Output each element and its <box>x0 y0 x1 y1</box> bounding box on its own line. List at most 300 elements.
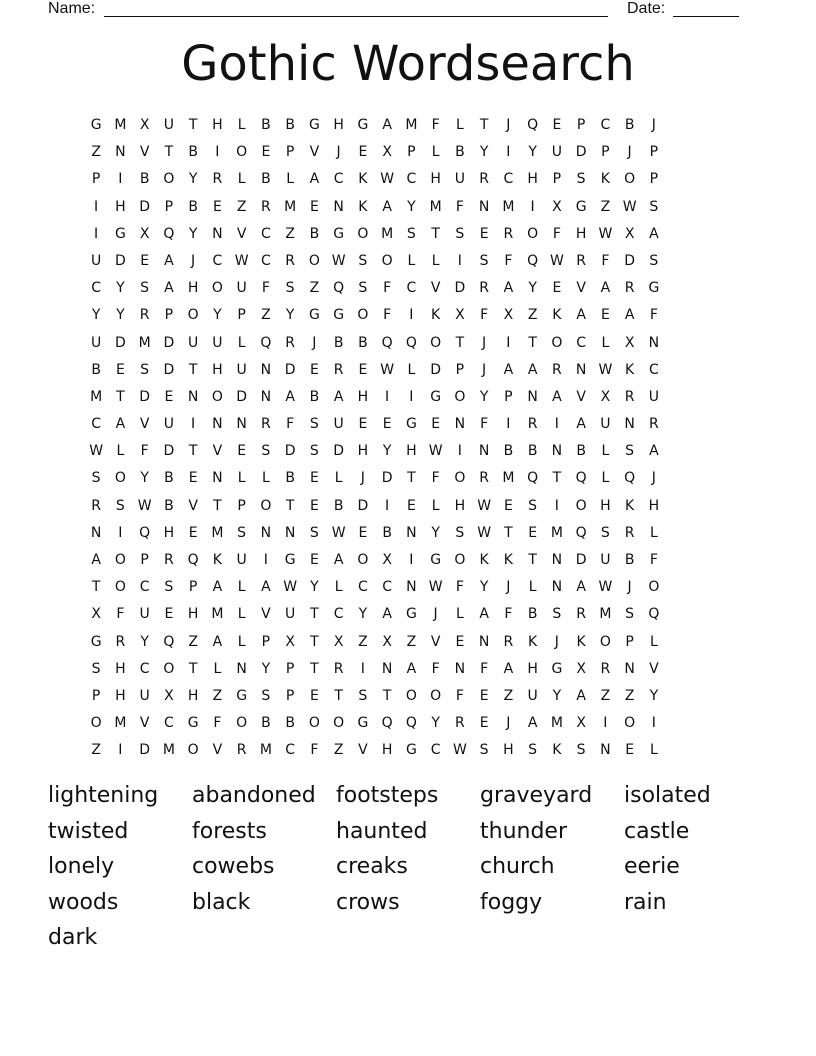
grid-letter: V <box>309 144 320 161</box>
grid-letter: A <box>576 307 586 324</box>
grid-letter: N <box>381 660 393 677</box>
grid-letter: O <box>114 552 126 568</box>
grid-letter: E <box>552 117 562 133</box>
grid-letter: I <box>94 225 99 242</box>
grid-letter: Y <box>479 144 489 161</box>
grid-letter: N <box>624 416 635 433</box>
grid-letter: Y <box>552 687 562 704</box>
grid-letter: X <box>552 198 562 215</box>
grid-letter: Q <box>405 715 417 732</box>
word-list-item: lightening <box>48 783 159 808</box>
grid-letter: G <box>90 633 102 650</box>
grid-letter: U <box>600 416 611 433</box>
grid-letter: A <box>527 715 538 732</box>
grid-letter: X <box>624 225 635 242</box>
grid-letter: E <box>358 361 368 378</box>
word-list-item: foggy <box>480 889 543 915</box>
grid-letter: G <box>405 416 417 433</box>
grid-letter: N <box>551 552 563 568</box>
grid-letter: F <box>480 660 489 677</box>
grid-letter: J <box>506 117 511 133</box>
grid-letter: L <box>649 524 658 541</box>
grid-letter: O <box>114 579 126 596</box>
grid-letter: K <box>358 198 368 215</box>
grid-letter: L <box>334 470 343 487</box>
grid-letter: P <box>285 687 295 704</box>
grid-letter: N <box>600 742 611 759</box>
grid-letter: C <box>576 334 587 351</box>
word-list-item: haunted <box>336 818 428 844</box>
grid-letter: Z <box>406 633 417 650</box>
grid-letter: S <box>406 225 416 242</box>
grid-letter: T <box>213 497 222 514</box>
grid-letter: O <box>236 715 248 732</box>
grid-letter: P <box>455 361 465 378</box>
grid-letter: S <box>576 171 586 188</box>
word-list-item: rain <box>624 889 667 915</box>
grid-letter: R <box>164 552 174 568</box>
grid-letter: K <box>576 633 586 650</box>
grid-letter: W <box>380 171 395 188</box>
grid-letter: B <box>91 361 101 378</box>
grid-letter: N <box>406 524 417 541</box>
grid-letter: L <box>286 171 295 188</box>
grid-letter: E <box>309 198 319 215</box>
grid-letter: E <box>309 552 319 568</box>
grid-letter: R <box>285 252 295 269</box>
grid-letter: C <box>406 280 417 297</box>
grid-letter: S <box>140 280 150 297</box>
grid-letter: D <box>139 388 151 405</box>
grid-letter: T <box>164 144 174 161</box>
grid-letter: G <box>551 660 563 677</box>
grid-letter: A <box>624 307 635 324</box>
grid-letter: H <box>527 171 538 188</box>
grid-row <box>84 112 666 139</box>
grid-letter: N <box>212 416 223 433</box>
grid-letter: R <box>624 280 635 297</box>
word-list-item: black <box>192 889 251 915</box>
grid-letter: E <box>406 497 416 514</box>
grid-letter: V <box>576 388 586 405</box>
grid-letter: A <box>212 579 223 596</box>
grid-letter: P <box>164 198 174 215</box>
grid-letter: S <box>358 280 368 297</box>
grid-letter: U <box>236 280 247 297</box>
grid-letter: D <box>454 280 466 297</box>
grid-letter: H <box>600 497 611 514</box>
grid-letter: C <box>139 660 150 677</box>
grid-letter: F <box>504 252 513 269</box>
grid-letter: V <box>576 280 586 297</box>
grid-letter: W <box>234 252 249 269</box>
grid-letter: H <box>115 198 126 215</box>
grid-letter: X <box>164 687 174 704</box>
grid-letter: V <box>649 660 659 677</box>
grid-letter: E <box>431 416 441 433</box>
grid-letter: B <box>309 225 320 242</box>
grid-letter: P <box>237 307 246 324</box>
grid-letter: G <box>357 117 369 133</box>
grid-letter: F <box>213 715 222 732</box>
grid-letter: G <box>575 198 587 215</box>
grid-letter: R <box>455 715 465 732</box>
grid-letter: V <box>212 742 223 759</box>
grid-letter: G <box>357 715 369 732</box>
grid-letter: H <box>527 660 538 677</box>
grid-letter: Q <box>575 524 587 541</box>
grid-letter: V <box>236 225 247 242</box>
grid-letter: E <box>309 361 319 378</box>
grid-letter: T <box>188 117 198 133</box>
grid-letter: R <box>261 416 271 433</box>
word-list-item: cowebs <box>192 854 275 879</box>
grid-letter: E <box>600 307 610 324</box>
grid-letter: A <box>382 606 392 623</box>
grid-letter: Q <box>575 470 587 487</box>
grid-letter: S <box>625 443 635 460</box>
grid-letter: L <box>528 579 537 596</box>
grid-letter: Y <box>310 579 319 596</box>
grid-letter: A <box>649 443 659 460</box>
grid-letter: F <box>552 225 561 242</box>
grid-letter: M <box>138 334 151 351</box>
grid-letter: S <box>309 524 319 541</box>
grid-letter: P <box>285 144 295 161</box>
grid-letter: A <box>309 171 320 188</box>
grid-letter: N <box>333 198 344 215</box>
grid-letter: R <box>624 388 635 405</box>
grid-letter: L <box>431 497 440 514</box>
grid-row <box>84 710 666 737</box>
grid-letter: R <box>479 280 489 297</box>
grid-letter: D <box>575 552 587 568</box>
grid-letter: C <box>430 742 441 759</box>
grid-letter: I <box>385 388 390 405</box>
grid-letter: U <box>212 334 223 351</box>
grid-letter: S <box>576 742 586 759</box>
grid-letter: N <box>527 388 538 405</box>
grid-letter: F <box>480 416 489 433</box>
grid-letter: I <box>385 497 390 514</box>
grid-letter: B <box>527 606 538 623</box>
grid-letter: P <box>285 660 295 677</box>
grid-letter: I <box>409 552 414 568</box>
word-list-item: forests <box>192 818 267 844</box>
grid-letter: Z <box>236 198 247 215</box>
grid-row <box>84 683 666 710</box>
grid-letter: N <box>260 524 272 541</box>
grid-letter: S <box>358 252 368 269</box>
grid-letter: Y <box>528 144 537 161</box>
grid-letter: L <box>601 443 610 460</box>
grid-letter: T <box>91 579 101 596</box>
grid-letter: D <box>430 361 442 378</box>
grid-letter: T <box>528 334 537 351</box>
grid-letter: Y <box>479 388 489 405</box>
grid-letter: W <box>477 497 492 514</box>
grid-letter: K <box>528 633 538 650</box>
grid-letter: H <box>381 742 393 759</box>
grid-letter: M <box>502 198 515 215</box>
grid-letter: O <box>454 552 466 568</box>
grid-letter: S <box>479 742 489 759</box>
grid-letter: K <box>358 171 368 188</box>
grid-letter: V <box>188 497 198 514</box>
grid-letter: V <box>139 416 150 433</box>
grid-letter: S <box>237 524 247 541</box>
grid-letter: F <box>504 606 513 623</box>
grid-letter: F <box>480 307 489 324</box>
grid-letter: W <box>622 198 637 215</box>
grid-letter: S <box>358 687 368 704</box>
date-label: Date: <box>627 0 666 17</box>
grid-letter: M <box>381 225 394 242</box>
grid-letter: B <box>309 388 320 405</box>
grid-letter: I <box>215 144 220 161</box>
grid-letter: X <box>139 225 150 242</box>
grid-letter: M <box>502 470 515 487</box>
grid-letter: R <box>649 416 659 433</box>
grid-letter: N <box>406 579 417 596</box>
grid-letter: Y <box>407 198 416 215</box>
grid-letter: R <box>333 660 344 677</box>
grid-letter: O <box>308 715 320 732</box>
word-list-item: footsteps <box>336 783 439 808</box>
grid-letter: M <box>114 715 127 732</box>
grid-letter: O <box>575 497 587 514</box>
grid-letter: U <box>163 117 174 133</box>
name-label: Name: <box>48 0 96 17</box>
grid-letter: D <box>139 198 151 215</box>
grid-letter: J <box>506 715 511 732</box>
grid-letter: P <box>601 144 610 161</box>
grid-letter: A <box>479 606 489 623</box>
grid-letter: U <box>551 144 562 161</box>
grid-letter: L <box>237 606 246 623</box>
grid-letter: I <box>94 198 99 215</box>
grid-row <box>84 547 666 574</box>
grid-letter: C <box>503 171 514 188</box>
grid-letter: O <box>624 171 636 188</box>
grid-letter: N <box>260 361 272 378</box>
grid-letter: D <box>381 470 393 487</box>
grid-letter: B <box>261 715 271 732</box>
word-list-item: dark <box>48 925 98 950</box>
grid-letter: N <box>551 443 563 460</box>
grid-letter: H <box>212 361 223 378</box>
grid-letter: P <box>649 171 659 188</box>
grid-letter: E <box>358 524 368 541</box>
grid-row <box>84 166 666 193</box>
grid-letter: V <box>212 443 223 460</box>
grid-letter: A <box>164 252 174 269</box>
grid-letter: I <box>530 198 535 215</box>
grid-letter: W <box>137 497 152 514</box>
grid-letter: U <box>333 416 344 433</box>
grid-letter: D <box>357 497 369 514</box>
grid-letter: Z <box>285 225 295 242</box>
grid-letter: B <box>624 117 635 133</box>
grid-letter: Z <box>600 687 611 704</box>
grid-letter: I <box>554 416 559 433</box>
grid-letter: U <box>91 252 102 269</box>
grid-letter: T <box>334 687 343 704</box>
grid-letter: P <box>576 117 586 133</box>
grid-letter: X <box>382 552 392 568</box>
grid-letter: D <box>575 144 587 161</box>
grid-letter: Y <box>213 307 222 324</box>
grid-letter: F <box>649 307 658 324</box>
grid-letter: Q <box>260 334 272 351</box>
grid-letter: B <box>527 443 538 460</box>
grid-letter: A <box>285 388 295 405</box>
grid-letter: A <box>164 280 174 297</box>
grid-letter: G <box>90 117 102 133</box>
grid-letter: L <box>431 144 440 161</box>
grid-letter: E <box>140 252 150 269</box>
grid-letter: D <box>333 443 345 460</box>
grid-letter: H <box>357 443 369 460</box>
grid-letter: M <box>259 742 272 759</box>
grid-letter: Y <box>140 633 149 650</box>
grid-letter: E <box>382 416 392 433</box>
grid-letter: E <box>188 470 198 487</box>
grid-letter: O <box>648 579 660 596</box>
grid-letter: G <box>114 225 126 242</box>
grid-letter: Y <box>188 225 198 242</box>
grid-letter: T <box>188 443 198 460</box>
word-list-item: graveyard <box>480 783 593 808</box>
grid-letter: Y <box>140 470 149 487</box>
grid-letter: U <box>648 388 659 405</box>
grid-letter: L <box>116 443 125 460</box>
grid-letter: F <box>383 280 392 297</box>
grid-letter: B <box>139 171 150 188</box>
grid-letter: L <box>237 171 246 188</box>
grid-letter: Z <box>212 687 223 704</box>
grid-letter: R <box>600 660 611 677</box>
grid-letter: C <box>333 171 344 188</box>
grid-letter: K <box>479 552 489 568</box>
grid-letter: N <box>236 660 247 677</box>
grid-letter: G <box>236 687 248 704</box>
grid-letter: J <box>336 144 341 161</box>
grid-letter: O <box>211 388 223 405</box>
grid-letter: U <box>236 361 247 378</box>
grid-letter: W <box>428 579 443 596</box>
grid-letter: C <box>357 579 368 596</box>
grid-letter: B <box>333 497 344 514</box>
grid-letter: S <box>261 443 271 460</box>
grid-letter: L <box>407 361 416 378</box>
grid-letter: O <box>551 334 563 351</box>
grid-letter: A <box>382 198 392 215</box>
grid-letter: F <box>455 687 464 704</box>
word-list-item: eerie <box>624 854 680 879</box>
date-field-line[interactable] <box>673 16 739 17</box>
grid-letter: I <box>603 715 608 732</box>
grid-letter: I <box>651 715 656 732</box>
grid-letter: A <box>333 552 344 568</box>
grid-letter: S <box>528 497 538 514</box>
grid-letter: G <box>187 715 199 732</box>
grid-letter: Z <box>91 742 101 759</box>
grid-letter: G <box>308 307 320 324</box>
grid-letter: U <box>527 687 538 704</box>
grid-letter: Q <box>648 606 660 623</box>
grid-letter: L <box>601 470 610 487</box>
grid-letter: V <box>430 280 441 297</box>
grid-letter: A <box>406 660 417 677</box>
grid-letter: R <box>212 171 223 188</box>
word-list-item: castle <box>624 818 690 844</box>
grid-letter: O <box>90 715 102 732</box>
grid-letter: W <box>283 579 298 596</box>
grid-letter: X <box>382 144 392 161</box>
grid-letter: X <box>600 388 611 405</box>
grid-letter: K <box>503 552 513 568</box>
grid-letter: Y <box>188 171 198 188</box>
grid-letter: O <box>599 633 611 650</box>
grid-letter: G <box>284 552 296 568</box>
grid-letter: S <box>625 606 635 623</box>
grid-letter: L <box>431 252 440 269</box>
grid-letter: B <box>164 497 174 514</box>
grid-letter: N <box>187 388 199 405</box>
grid-letter: E <box>261 144 271 161</box>
grid-letter: J <box>191 252 196 269</box>
grid-letter: O <box>357 552 369 568</box>
grid-letter: I <box>263 552 268 568</box>
grid-letter: F <box>431 660 440 677</box>
grid-letter: B <box>576 443 586 460</box>
grid-letter: E <box>358 144 368 161</box>
grid-letter: X <box>503 307 514 324</box>
grid-letter: M <box>211 606 224 623</box>
grid-letter: A <box>91 552 101 568</box>
grid-letter: L <box>334 579 343 596</box>
word-list-item: church <box>480 854 555 879</box>
grid-letter: Q <box>624 470 636 487</box>
grid-letter: G <box>430 388 442 405</box>
grid-letter: G <box>648 280 660 297</box>
grid-letter: B <box>285 470 295 487</box>
grid-letter: Y <box>116 307 125 324</box>
grid-letter: R <box>115 633 126 650</box>
grid-letter: R <box>285 334 295 351</box>
grid-letter: H <box>406 443 417 460</box>
grid-letter: S <box>309 416 319 433</box>
grid-row <box>84 275 666 302</box>
name-field-line[interactable] <box>104 16 608 17</box>
grid-letter: T <box>552 470 562 487</box>
grid-letter: U <box>285 606 296 623</box>
grid-row <box>84 330 666 357</box>
grid-letter: W <box>428 443 443 460</box>
grid-letter: U <box>163 416 174 433</box>
grid-letter: N <box>212 470 223 487</box>
grid-letter: H <box>115 660 126 677</box>
grid-letter: A <box>503 280 514 297</box>
grid-letter: E <box>309 687 319 704</box>
grid-letter: E <box>479 225 489 242</box>
grid-letter: N <box>478 198 490 215</box>
grid-letter: E <box>479 715 489 732</box>
grid-letter: W <box>331 524 346 541</box>
grid-letter: X <box>91 606 101 623</box>
grid-letter: D <box>114 252 126 269</box>
